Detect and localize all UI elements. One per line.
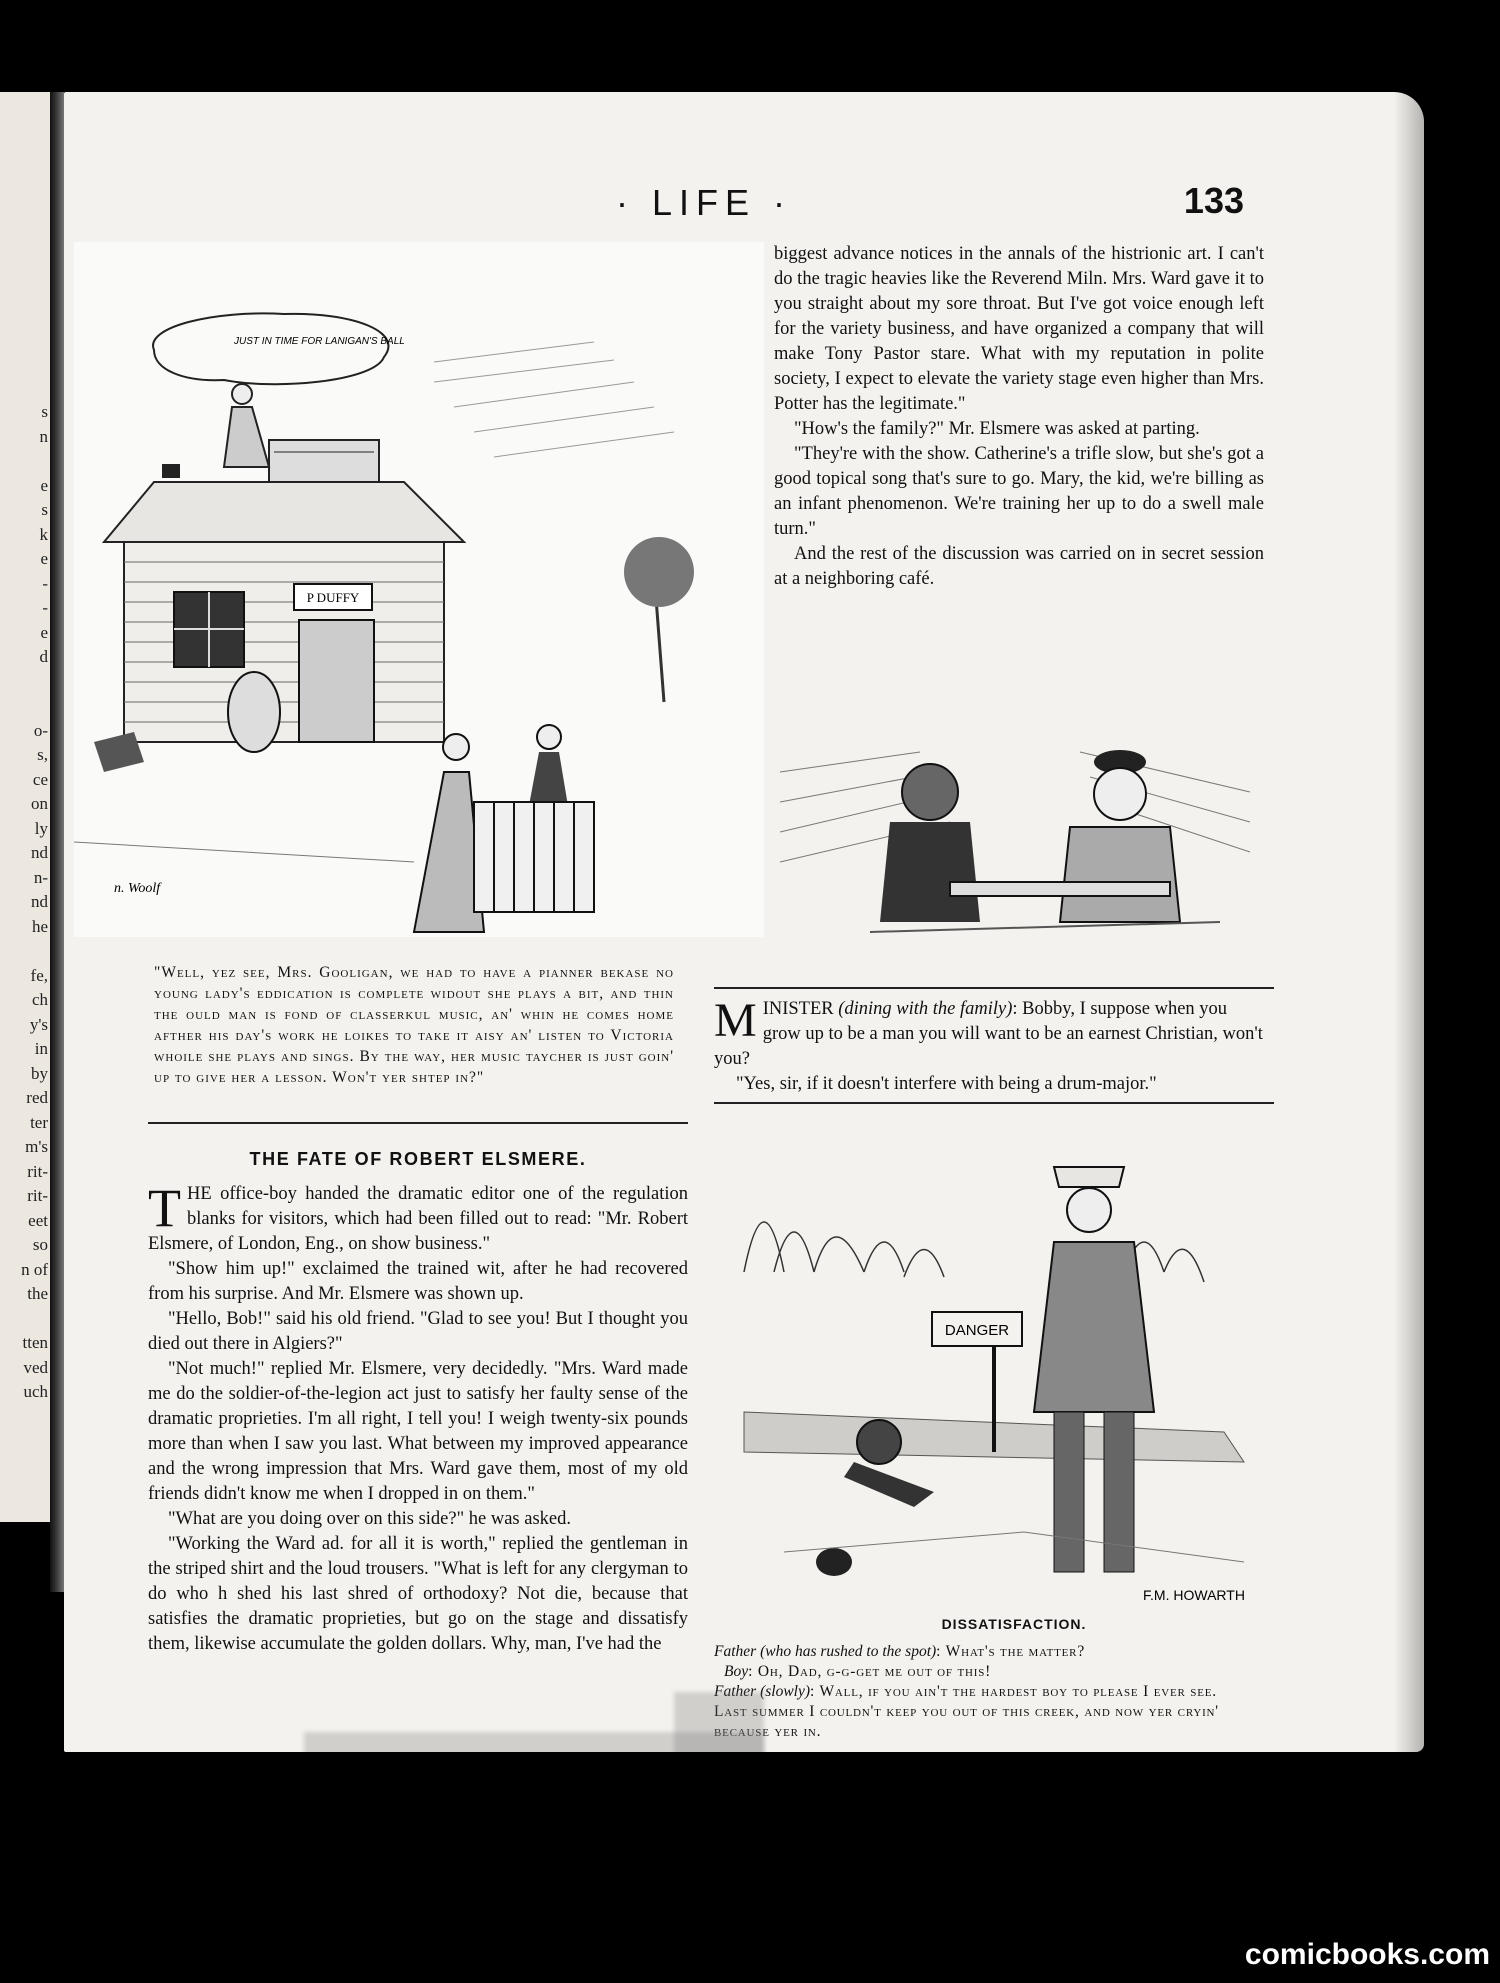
minister-joke <box>714 994 1264 1097</box>
page-edge-shadow <box>1394 92 1424 1752</box>
facing-page-fragment-line: s, <box>37 745 48 764</box>
facing-page-fragment-line: y's <box>29 1014 48 1034</box>
article-paragraph: "Not much!" replied Mr. Elsmere, very decidedly. "Mrs. Ward made me do the soldier-of-the-legion act just to satisfy her faulty sense of the dramatic proprieties. I'm all right, I tell you! I weigh twenty-six pounds more than when I saw you last. What between my improved appearance and the wrong impression that Mrs. Ward gave them, most of my old friends didn't know me when I dropped in on them." <box>148 1359 688 1504</box>
facing-page-fragment-line: o- <box>33 720 48 740</box>
cafe-drawing <box>780 732 1250 967</box>
facing-page-fragment-line: nd <box>31 892 48 911</box>
article-paragraph: "Working the Ward ad. for all it is worth," replied the gentleman in the striped shirt and the loud trousers. "What is left for any clergyman to do who h shed his last shred of orthodoxy? Not die, because that satisfies the dramatic proprieties, but go on the stage and dissatisfy them, likewise accumulate the golden dollars. Why, man, I've had the <box>148 1534 688 1654</box>
facing-page-fragment-line: e <box>40 475 48 495</box>
facing-page-fragment-line: rit- <box>27 1186 48 1205</box>
cartoon-title: DISSATISFACTION. <box>941 1616 1087 1632</box>
house-cartoon-drawing <box>74 242 764 937</box>
facing-page-fragment-line: fe, <box>30 965 48 985</box>
facing-page-fragment-line: he <box>31 916 48 936</box>
continuation-paragraph: biggest advance notices in the annals of the histrionic art. I can't do the tragic heavies like the Reverend Miln. Mrs. Ward gave it to you straight about my sore throat. But I've got voice enough left for the variety business, and have organized a company that will make Tony Pastor stare. What with my reputation in polite society, I expect to elevate the variety stage even higher than Mrs. Potter has the legitimate." <box>774 244 1264 414</box>
minister-lead: INISTER <box>762 999 834 1019</box>
section-divider <box>714 1102 1274 1104</box>
cafe-illustration <box>780 732 1250 967</box>
article-paragraph: "Show him up!" exclaimed the trained wit, after he had recovered from his surprise. And Mr. Elsmere was shown up. <box>148 1259 688 1304</box>
danger-sign-text: DANGER <box>944 1322 1010 1339</box>
article-paragraph: "What are you doing over on this side?" he was asked. <box>168 1509 571 1529</box>
minister-line: : Bobby, I suppose when you grow up to be a man you will want to be an earnest Christian, won't you? <box>714 999 1263 1069</box>
facing-page-fragment-line: s <box>41 402 48 421</box>
facing-page-fragment-line: - <box>42 573 48 593</box>
facing-page-fragment-line: uch <box>23 1382 48 1401</box>
facing-page-fragment-line: n of <box>21 1259 48 1279</box>
article-body <box>148 1178 688 1657</box>
section-divider <box>148 1122 688 1124</box>
facing-page-fragment-line: in <box>34 1039 48 1058</box>
facing-page-fragment-line: ce <box>32 769 48 789</box>
facing-page-fragment-line: d <box>39 647 48 666</box>
dialogue-line-father-slowly: Father (slowly): Wall, if you ain't the hardest boy to please I ever see. Last summer I couldn't keep you out of this creek, and now yer cryin' because yer in. <box>714 1683 1219 1740</box>
top-cartoon-caption: "Well, yez see, Mrs. Gooligan, we had to have a pianner bekase no young lady's eddication is complete widout she plays a bit, and thin the ould man is fond of classerkul music, an' whin he comes home afther his day's work he loikes to take it aisy an' listen to Victoria whoile she plays and sings. By the way, her music taycher is just goin' up to give her a lesson. Won't yer shtep in?" <box>154 964 674 1086</box>
minister-reply: "Yes, sir, if it doesn't interfere with being a drum-major." <box>736 1074 1157 1094</box>
paper-stain <box>674 1692 764 1752</box>
continuation-paragraph: "They're with the show. Catherine's a trifle slow, but she's got a good topical song that's sure to go. Mary, the kid, we're billing as an infant phenomenon. We're training her up to do a swell male turn." <box>774 444 1264 539</box>
artist-signature-howarth: F.M. HOWARTH <box>1143 1587 1245 1603</box>
dropcap-t: T <box>148 1178 181 1238</box>
facing-page-fragment-line: ter <box>30 1112 48 1132</box>
facing-page-fragment-line: m's <box>25 1137 48 1156</box>
magazine-page <box>64 92 1424 1752</box>
top-cartoon-illustration <box>74 242 764 937</box>
facing-page-fragment-line: rit- <box>27 1161 48 1181</box>
facing-page-fragment-line: ch <box>31 990 48 1009</box>
facing-page-fragment-line: - <box>42 598 48 617</box>
facing-page-fragment-line: tten <box>22 1333 48 1352</box>
book-spine <box>50 92 64 1592</box>
facing-page-fragment-line: on <box>31 794 48 813</box>
facing-page-fragment-line: k <box>39 524 48 544</box>
article-heading: THE FATE OF ROBERT ELSMERE. <box>249 1149 587 1169</box>
shop-sign-text: P DUFFY <box>306 590 360 605</box>
dissatisfaction-illustration <box>724 1132 1284 1612</box>
facing-page-fragment-line: n- <box>33 867 48 887</box>
site-watermark: comicbooks.com <box>1244 1938 1490 1971</box>
facing-page-fragment <box>0 92 50 1522</box>
facing-page-fragment-line: red <box>26 1088 48 1107</box>
continuation-paragraph: "How's the family?" Mr. Elsmere was asked at parting. <box>794 419 1200 439</box>
facing-page-fragment-line: e <box>40 622 48 642</box>
facing-page-fragment-line: eet <box>28 1210 48 1230</box>
dialogue-line-boy: Boy: Oh, Dad, g-g-get me out of this! <box>724 1663 992 1680</box>
article-paragraph: "Hello, Bob!" said his old friend. "Glad to see you! But I thought you died out there in Algiers?" <box>148 1309 688 1354</box>
dropcap-m: M <box>714 994 757 1047</box>
facing-page-fragment-line: by <box>31 1063 48 1083</box>
facing-page-fragment-line: the <box>27 1284 48 1303</box>
section-divider <box>714 987 1274 989</box>
facing-page-fragment-line: so <box>32 1235 48 1254</box>
article-continuation <box>774 242 1264 592</box>
facing-page-fragment-line: ved <box>23 1357 48 1377</box>
speech-bubble-text: JUST IN TIME FOR LANIGAN'S BALL <box>234 336 405 347</box>
page-number: 133 <box>1183 180 1244 221</box>
minister-stage-direction: (dining with the family) <box>838 999 1013 1019</box>
cartoon-dialogue <box>694 1642 1254 1742</box>
continuation-paragraph: And the rest of the discussion was carried on in secret session at a neighboring café. <box>774 544 1264 589</box>
masthead-title: · LIFE · <box>615 182 792 223</box>
facing-page-fragment-line: n <box>39 426 48 446</box>
facing-page-fragment-line: e <box>40 549 48 568</box>
facing-page-fragment-line: nd <box>31 843 48 862</box>
creek-drawing <box>724 1132 1284 1612</box>
facing-page-fragment-line: s <box>41 500 48 519</box>
article-paragraph: HE office-boy handed the dramatic editor one of the regulation blanks for visitors, which had been filled out to read: "Mr. Robert Elsmere, of London, Eng., on show business." <box>148 1184 688 1254</box>
facing-page-fragment-line: ly <box>34 818 48 838</box>
artist-signature: n. Woolf <box>114 881 161 896</box>
dialogue-line-father: Father (who has rushed to the spot): What's the matter? <box>714 1643 1085 1660</box>
